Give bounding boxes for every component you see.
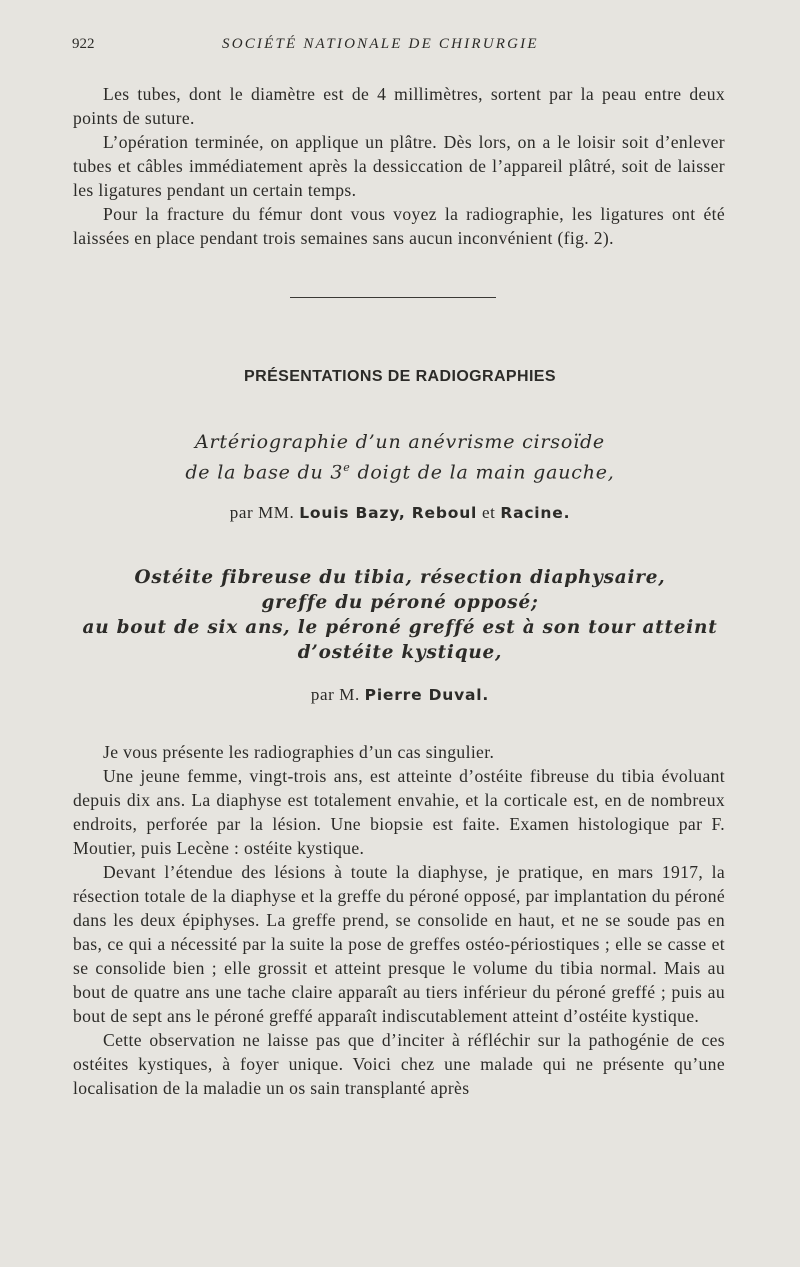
journal-title: SOCIÉTÉ NATIONALE DE CHIRURGIE bbox=[222, 36, 539, 52]
article-2-title-line: d’ostéite kystique, bbox=[297, 642, 503, 663]
article-1-title bbox=[60, 430, 740, 485]
paragraph: Je vous présente les radiographies d’un cas singulier. bbox=[103, 742, 495, 762]
paragraph: Devant l’étendue des lésions à toute la diaphyse, je pratique, en mars 1917, la résection totale de la diaphyse et la greffe du péroné opposé, par implantation du péroné dans les deux épiphyses. La greffe prend, se consolide en haut, et ne se soude pas en bas, ce qui a nécessité par la suite la pose de greffes ostéo-périostiques ; elle se casse et se consolide bien ; elle grossit et atteint presque le volume du tibia normal. Mais au bout de quatre ans une tache claire apparaît au tiers inférieur du péroné greffé ; puis au bout de sept ans le péroné greffé apparaît indiscutablement atteint d’ostéite kystique. bbox=[73, 862, 725, 1026]
byline-conjunction: et bbox=[477, 503, 501, 522]
byline-prefix: par M. bbox=[310, 685, 365, 704]
paragraph: Les tubes, dont le diamètre est de 4 millimètres, sortent par la peau entre deux points de suture. bbox=[73, 84, 725, 128]
article-2-title-line: Ostéite fibreuse du tibia, résection diaphysaire, bbox=[134, 567, 666, 588]
article-2-byline bbox=[0, 685, 800, 705]
article-2-title-line: au bout de six ans, le péroné greffé est à son tour atteint bbox=[82, 617, 718, 638]
section-heading: PRÉSENTATIONS DE RADIOGRAPHIES bbox=[244, 368, 556, 385]
article-2-title bbox=[60, 565, 740, 665]
byline-prefix: par MM. bbox=[229, 503, 300, 522]
paragraph: Cette observation ne laisse pas que d’inciter à réfléchir sur la pathogénie de ces ostéites kystiques, à foyer unique. Voici chez une malade qui ne présente qu’une localisation de la maladie un os sain transplanté après bbox=[73, 1030, 725, 1098]
article-1-title-line: Artériographie d’un anévrisme cirsoïde bbox=[195, 431, 605, 453]
body-text bbox=[73, 740, 725, 1100]
paragraph: Une jeune femme, vingt-trois ans, est atteinte d’ostéite fibreuse du tibia évoluant depuis dix ans. La diaphyse est totalement envahie, et la corticale est, en de nombreux endroits, perforée par la lésion. Une biopsie est faite. Examen histologique par F. Moutier, puis Lecène : ostéite kystique. bbox=[73, 766, 725, 858]
article-1-title-line: de la base du 3e doigt de la main gauche, bbox=[185, 461, 615, 484]
paragraph: Pour la fracture du fémur dont vous voyez la radiographie, les ligatures ont été laissées en place pendant trois semaines sans aucun inconvénient (fig. 2). bbox=[73, 204, 725, 248]
author-name: Pierre Duval. bbox=[364, 686, 490, 704]
running-head bbox=[72, 36, 722, 56]
author-name: Racine. bbox=[500, 504, 571, 522]
page-number: 922 bbox=[72, 36, 95, 52]
article-2-title-line: greffe du péroné opposé; bbox=[261, 592, 539, 613]
paragraph: L’opération terminée, on applique un plâtre. Dès lors, on a le loisir soit d’enlever tubes et câbles immédiatement après la dessiccation de l’appareil plâtré, soit de laisser les ligatures pendant un certain temps. bbox=[73, 132, 725, 200]
author-names: Louis Bazy, Reboul bbox=[299, 504, 478, 522]
intro-text bbox=[73, 82, 725, 250]
separator-rule bbox=[290, 297, 496, 298]
article-1-byline bbox=[0, 503, 800, 523]
